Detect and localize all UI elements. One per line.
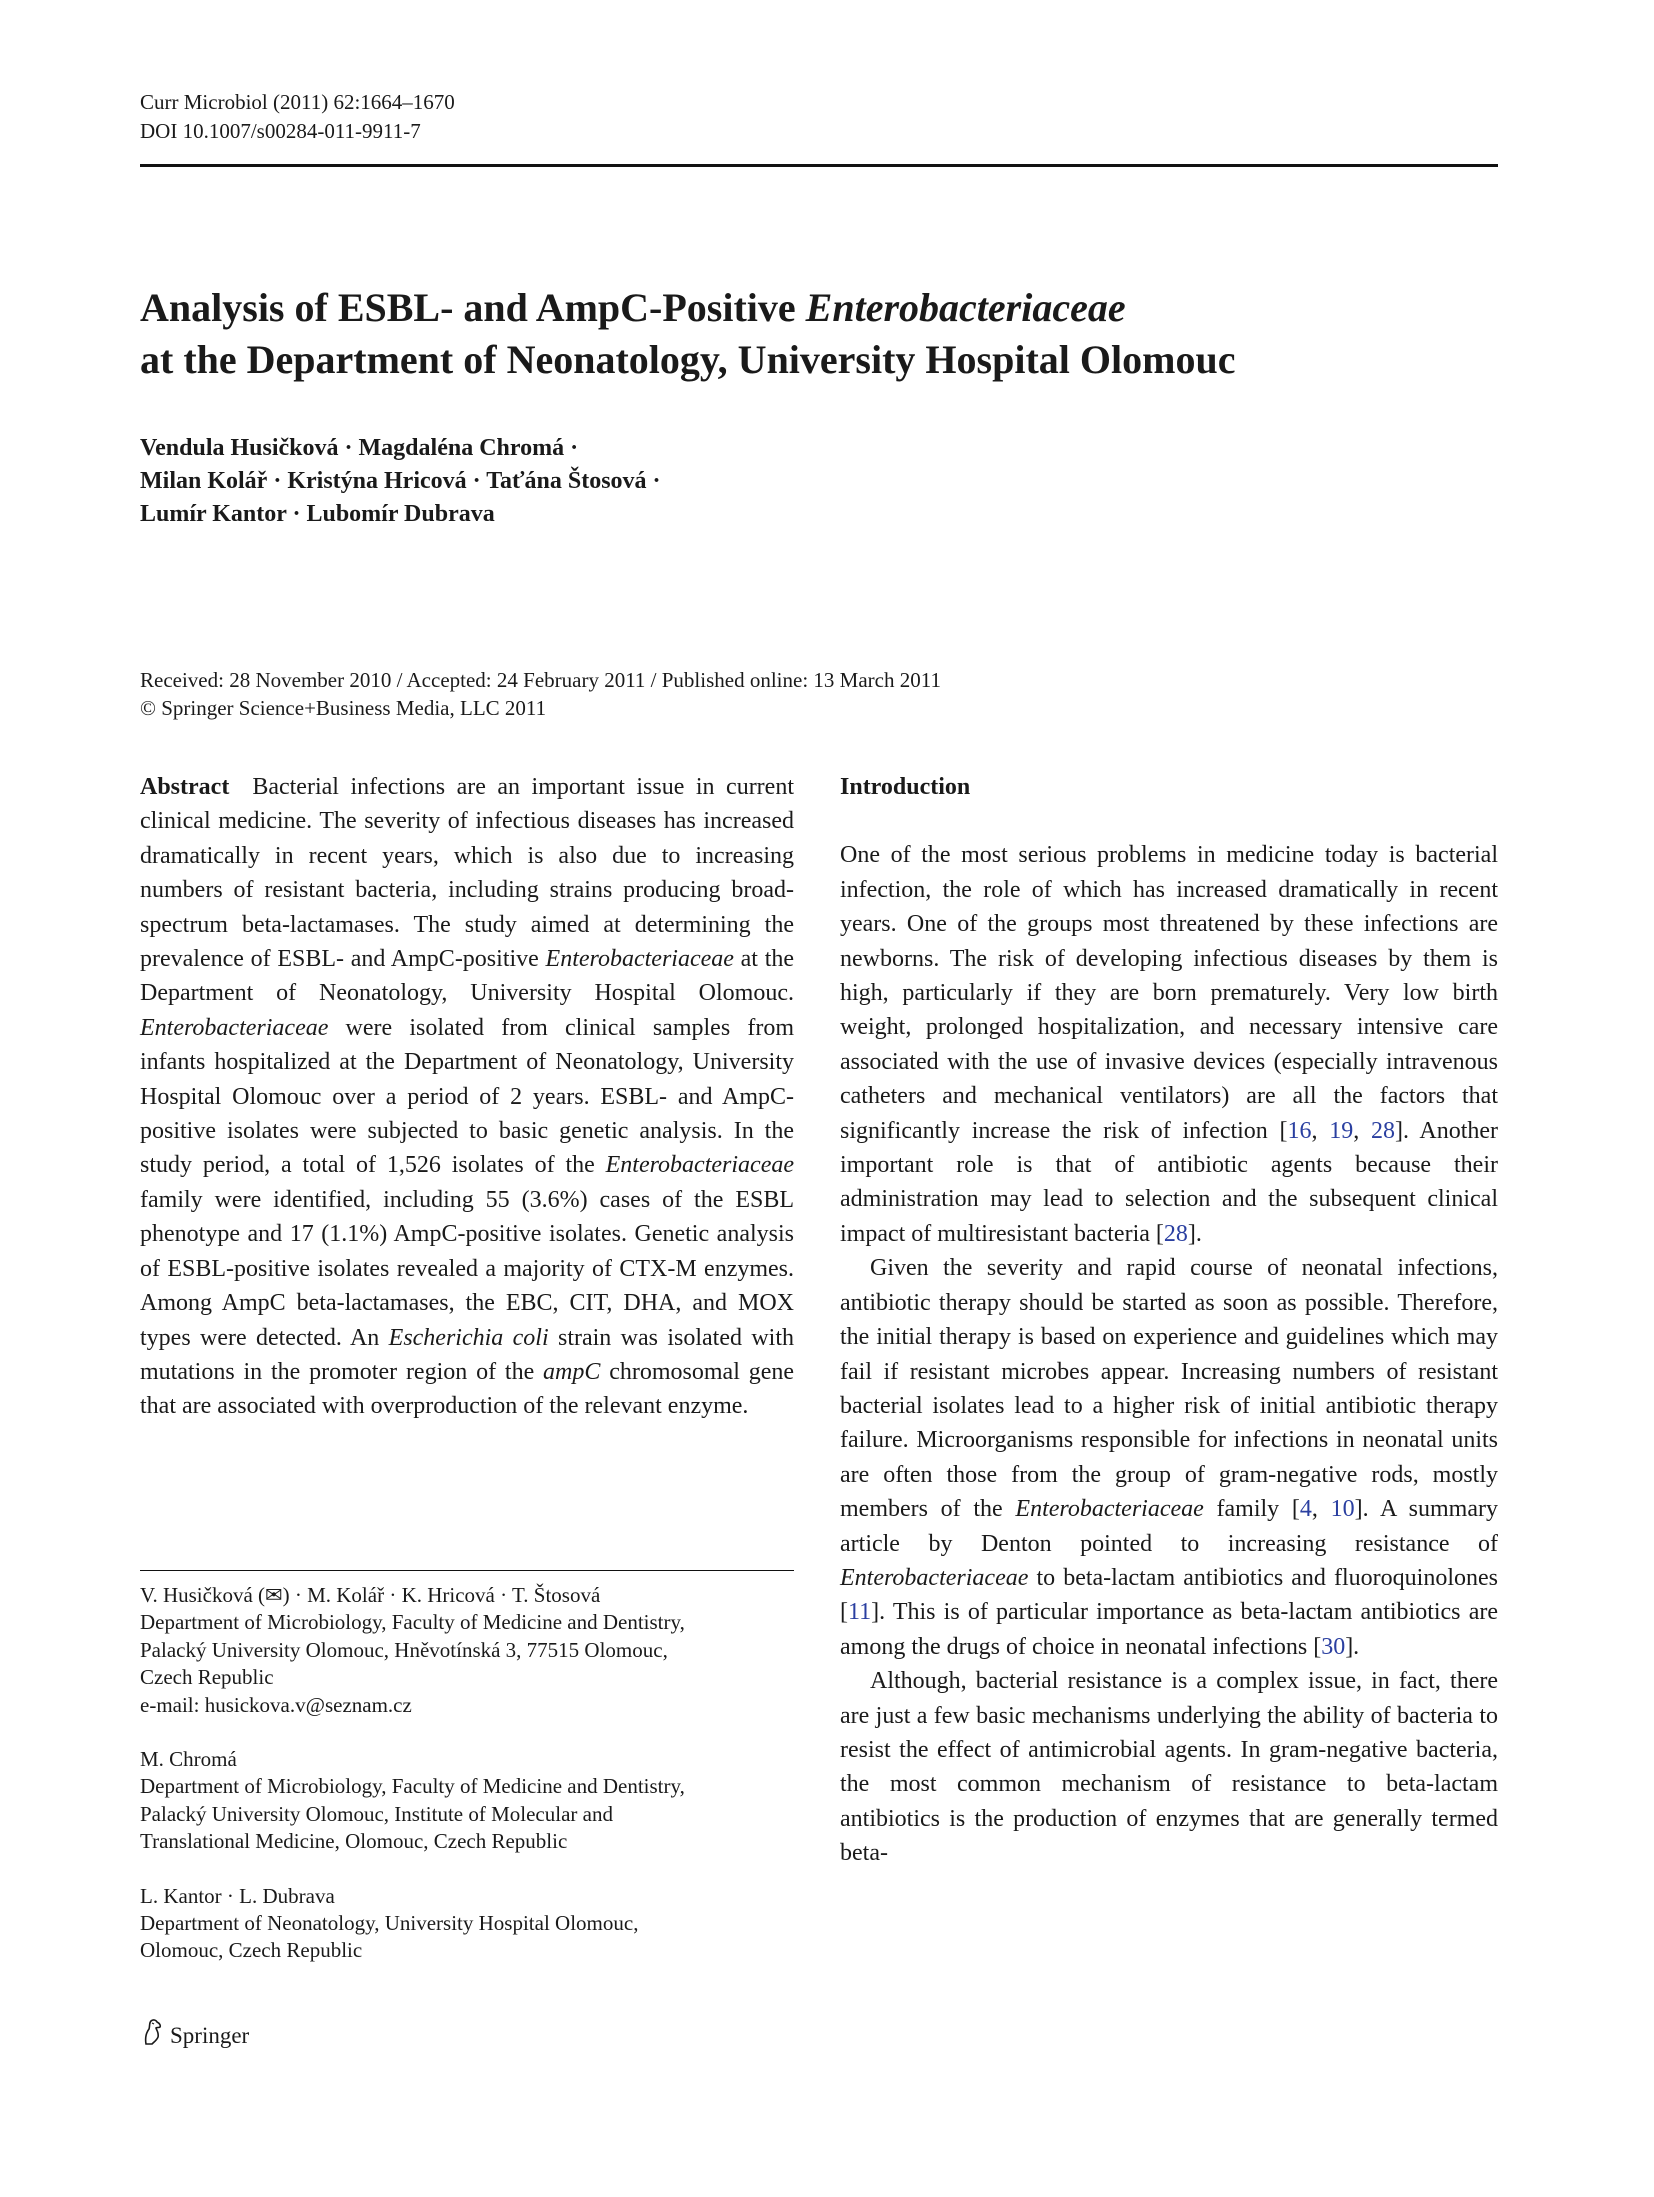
intro-paragraph-2 (840, 1251, 1498, 1664)
author-list (140, 432, 1040, 531)
affiliation-names: M. Chromá (140, 1747, 237, 1772)
history-dates: Received: 28 November 2010 / Accepted: 24 February 2011 / Published online: 13 March 2011 (140, 668, 941, 692)
citation-link[interactable]: 30 (1321, 1633, 1346, 1660)
affiliation-block-2 (140, 1746, 794, 1856)
citation-link[interactable]: 4 (1299, 1496, 1312, 1523)
authors-line-2: Milan Kolář · Kristýna Hricová · Taťána Štosová · (140, 468, 661, 494)
affiliation-rule (140, 1570, 794, 1571)
citation-link[interactable]: 28 (1370, 1117, 1395, 1144)
abstract-text: at the Department of Neonatology, University Hospital Olomouc. (140, 946, 795, 1007)
springer-horse-icon (140, 2018, 170, 2054)
abstract (140, 770, 794, 1424)
abstract-text: strain was isolated with mutations in the promoter region of the (140, 1324, 795, 1385)
publisher-name: Springer (170, 2023, 250, 2048)
paragraph-italic: Enterobacteriaceae (1015, 1496, 1204, 1523)
affiliation-names: L. Kantor · L. Dubrava (140, 1883, 335, 1908)
paragraph-text: , (1311, 1117, 1330, 1144)
page-footer (140, 2018, 249, 2054)
affiliation-line: Palacký University Olomouc, Institute of Molecular and (140, 1801, 613, 1826)
affiliation-line: Czech Republic (140, 1665, 274, 1690)
citation-link[interactable]: 16 (1287, 1117, 1312, 1144)
affiliation-line: Olomouc, Czech Republic (140, 1938, 363, 1963)
paragraph-text: Although, bacterial resistance is a complex issue, in fact, there are just a few basic mechanisms underlying the ability of bacteria to resist the effect of antimicrobial agents. In gram-negative bacteria, the most common mechanism of resistance to beta-lactam antibiotics is the production of enzymes that are generally termed beta- (840, 1668, 1498, 1867)
paragraph-text: ]. (1187, 1220, 1202, 1247)
abstract-italic: Enterobacteriaceae (605, 1152, 794, 1179)
abstract-italic: Escherichia coli (388, 1324, 549, 1351)
journal-citation: Curr Microbiol (2011) 62:1664–1670 (140, 90, 455, 114)
citation-link[interactable]: 11 (848, 1599, 872, 1626)
abstract-text: chromosomal gene that are associated with overproduction of the relevant enzyme. (140, 1358, 794, 1420)
left-column (140, 770, 794, 1424)
citation-link[interactable]: 19 (1329, 1117, 1354, 1144)
citation-link[interactable]: 10 (1330, 1496, 1355, 1523)
affiliation-line: Department of Microbiology, Faculty of Medicine and Dentistry, (140, 1610, 685, 1635)
title-line2: at the Department of Neonatology, University Hospital Olomouc (140, 337, 1236, 382)
affiliation-block-3 (140, 1883, 794, 1965)
paragraph-italic: Enterobacteriaceae (840, 1564, 1029, 1591)
introduction-heading: Introduction (840, 774, 971, 800)
paragraph-text: One of the most serious problems in medicine today is bacterial infection, the role of which has increased dramatically in recent years. One of the groups most threatened by these infections are newborns. The risk of developing infectious diseases by them is high, particularly if they are born prematurely. Very low birth weight, prolonged hospitalization, and necessary intensive care associated with the use of invasive devices (especially intravenous catheters and mechanical ventilators) are all the factors that significantly increase the risk of infection [ (840, 842, 1498, 1144)
affiliation-email[interactable]: e-mail: husickova.v@seznam.cz (140, 1692, 412, 1717)
abstract-italic: Enterobacteriaceae (140, 1014, 329, 1041)
header-rule (140, 164, 1498, 167)
article-title (140, 282, 1500, 386)
copyright: © Springer Science+Business Media, LLC 2011 (140, 696, 547, 720)
paragraph-text: , (1311, 1496, 1331, 1523)
paragraph-text: family [ (1203, 1496, 1300, 1523)
abstract-italic: ampC (543, 1358, 601, 1385)
affiliation-names: V. Husičková (✉) · M. Kolář · K. Hricová · T. Štosová (140, 1583, 601, 1607)
publication-dates (140, 666, 1500, 722)
paragraph-text: ]. A summary article by Denton pointed to increasing resistance of (840, 1496, 1498, 1557)
paragraph-text: to beta-lactam antibiotics and fluoroquinolones [ (840, 1564, 1498, 1626)
title-line1-italic: Enterobacteriaceae (805, 285, 1126, 330)
affiliation-line: Translational Medicine, Olomouc, Czech Republic (140, 1829, 568, 1854)
affiliation-line: Department of Neonatology, University Hospital Olomouc, (140, 1911, 639, 1936)
affiliation-block-1 (140, 1582, 794, 1719)
paragraph-text: ]. (1345, 1633, 1360, 1660)
intro-paragraph-1 (840, 838, 1498, 1251)
abstract-label: Abstract (140, 774, 230, 800)
citation-link[interactable]: 28 (1163, 1220, 1188, 1247)
abstract-text: family were identified, including 55 (3.6%) cases of the ESBL phenotype and 17 (1.1%) AmpC-positive isolates. Genetic analysis of ESBL-positive isolates revealed a majority of CTX-M enzymes. Among AmpC beta-lactamases, the EBC, CIT, DHA, and MOX types were detected. An (140, 1186, 794, 1351)
authors-line-1: Vendula Husičková · Magdaléna Chromá · (140, 435, 579, 461)
paragraph-text: ]. Another important role is that of antibiotic agents because their administration may lead to selection and the subsequent clinical impact of multiresistant bacteria [ (840, 1117, 1499, 1247)
paragraph-text: ]. This is of particular importance as beta-lactam antibiotics are among the drugs of choice in neonatal infections [ (840, 1599, 1498, 1660)
paragraph-text: , (1353, 1117, 1371, 1144)
authors-line-3: Lumír Kantor · Lubomír Dubrava (140, 501, 495, 527)
abstract-italic: Enterobacteriaceae (545, 946, 734, 973)
journal-info (140, 88, 455, 146)
title-line1-text: Analysis of ESBL- and AmpC-Positive (140, 285, 806, 330)
intro-paragraph-3 (840, 1664, 1498, 1870)
journal-doi: DOI 10.1007/s00284-011-9911-7 (140, 119, 421, 143)
abstract-text: were isolated from clinical samples from infants hospitalized at the Department of Neonatology, University Hospital Olomouc over a period of 2 years. ESBL- and AmpC-positive isolates were subjected to basic genetic analysis. In the study period, a total of 1,526 isolates of the (140, 1014, 794, 1179)
affiliation-line: Palacký University Olomouc, Hněvotínská 3, 77515 Olomouc, (140, 1637, 668, 1662)
right-column (840, 770, 1498, 1871)
affiliations (140, 1582, 794, 1992)
paragraph-text: Given the severity and rapid course of neonatal infections, antibiotic therapy should be started as soon as possible. Therefore, the initial therapy is based on experience and guidelines which may fail if resistant microbes appear. Increasing numbers of resistant bacterial isolates lead to a higher risk of initial antibiotic therapy failure. Microorganisms responsible for infections in neonatal units are often those from the group of gram-negative rods, mostly members of the (840, 1255, 1498, 1523)
affiliation-line: Department of Microbiology, Faculty of Medicine and Dentistry, (140, 1774, 685, 1799)
abstract-text: Bacterial infections are an important issue in current clinical medicine. The severity of infectious diseases has increased dramatically in recent years, which is also due to increasing numbers of resistant bacteria, including strains producing broad-spectrum beta-lactamases. The study aimed at determining the prevalence of ESBL- and AmpC-positive (140, 774, 794, 973)
